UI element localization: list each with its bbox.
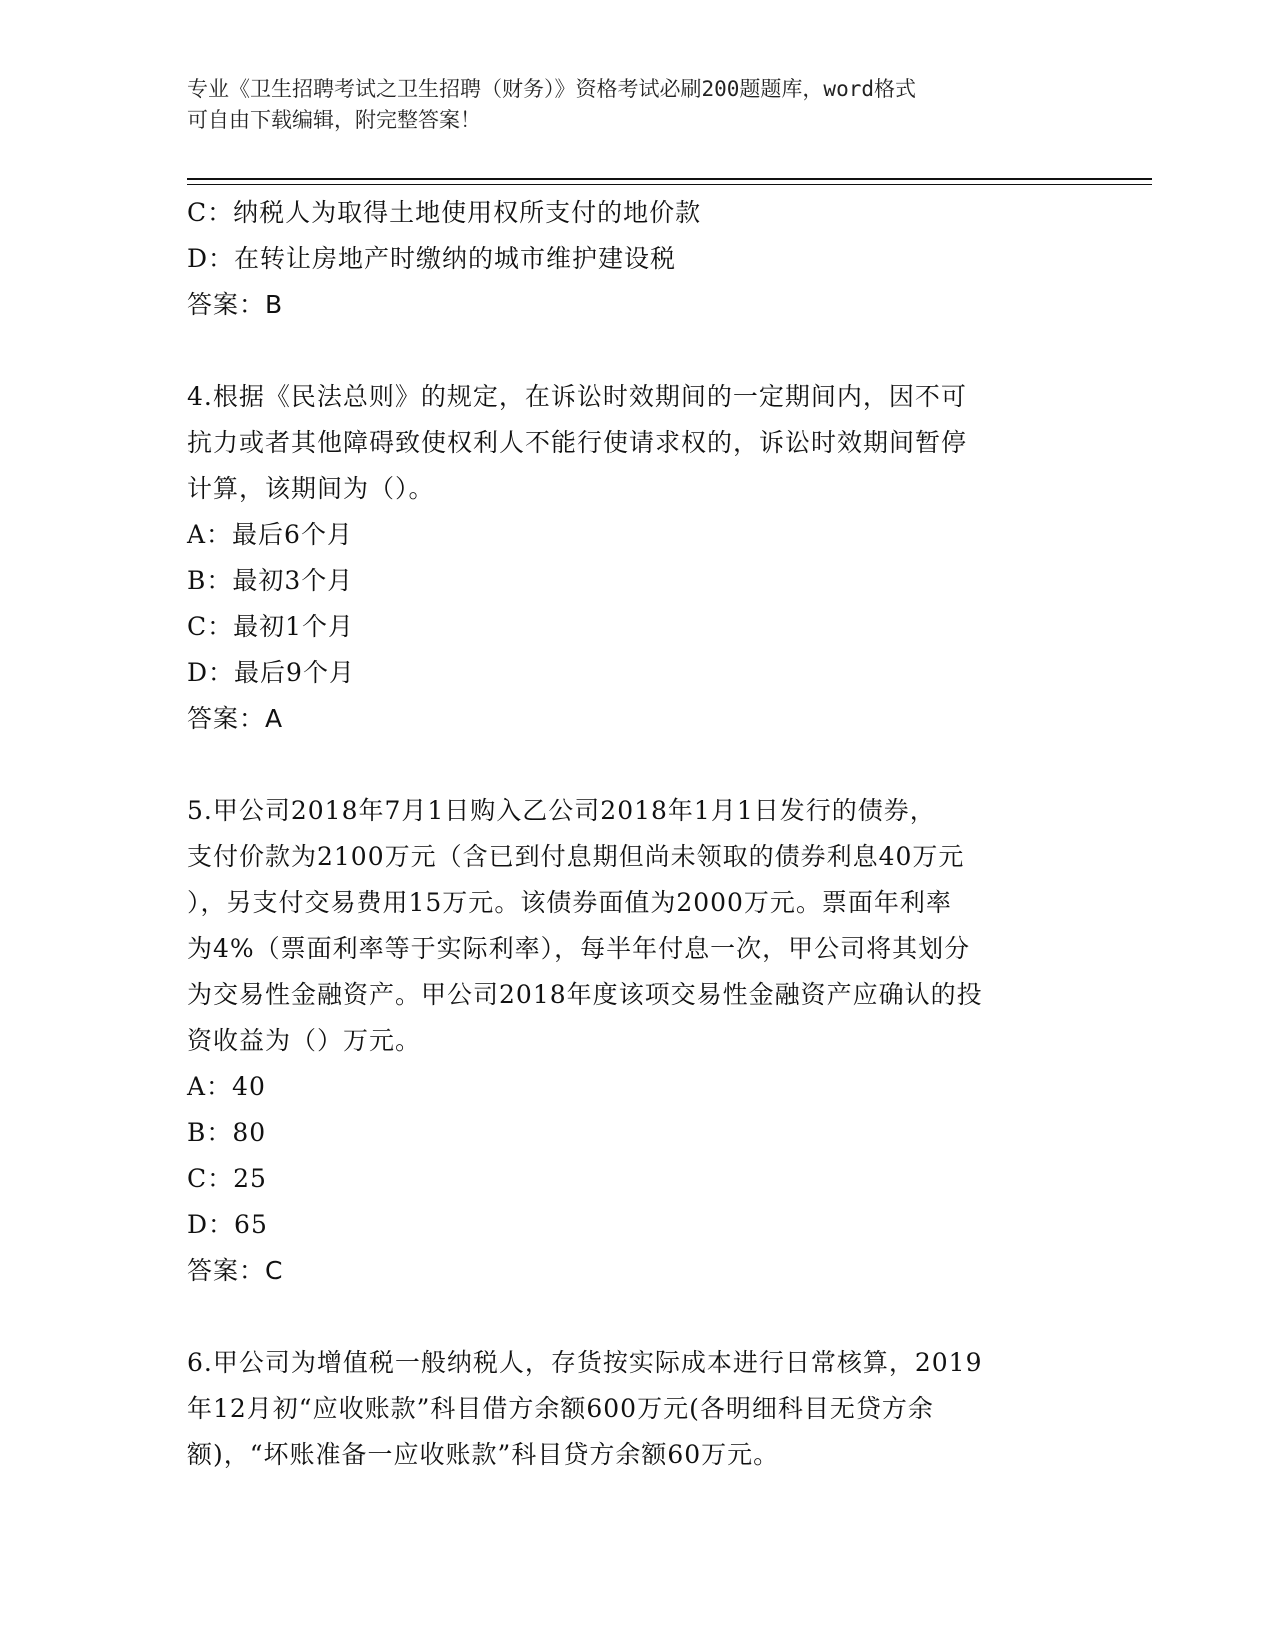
question-line: 6.甲公司为增值税一般纳税人，存货按实际成本进行日常核算，2019 xyxy=(187,1348,983,1377)
header-divider-thin xyxy=(187,184,1152,185)
question-block-3-tail xyxy=(187,190,1087,328)
option-line: D：65 xyxy=(187,1210,268,1239)
question-block-5 xyxy=(187,788,1087,1294)
question-line: 年12月初“应收账款”科目借方余额600万元(各明细科目无贷方余 xyxy=(187,1394,934,1423)
option-line: C：25 xyxy=(187,1164,267,1193)
question-line: 资收益为（）万元。 xyxy=(187,1026,422,1055)
header-line: 可自由下载编辑，附完整答案！ xyxy=(187,108,481,132)
option-line: C：最初1个月 xyxy=(187,612,355,641)
block-spacer xyxy=(187,1294,1087,1340)
question-line: 为交易性金融资产。甲公司2018年度该项交易性金融资产应确认的投 xyxy=(187,980,983,1009)
question-line: 4.根据《民法总则》的规定，在诉讼时效期间的一定期间内，因不可 xyxy=(187,382,967,411)
option-line: B：80 xyxy=(187,1118,267,1147)
answer-line: 答案：C xyxy=(187,1256,284,1285)
option-line: C：纳税人为取得土地使用权所支付的地价款 xyxy=(187,198,702,227)
question-line: 计算，该期间为（）。 xyxy=(187,474,435,503)
option-line: B：最初3个月 xyxy=(187,566,354,595)
question-line: 抗力或者其他障碍致使权利人不能行使请求权的，诉讼时效期间暂停 xyxy=(187,428,968,457)
question-line: 支付价款为2100万元（含已到付息期但尚未领取的债券利息40万元 xyxy=(187,842,965,871)
question-block-6 xyxy=(187,1340,1087,1478)
answer-line: 答案：B xyxy=(187,290,284,319)
question-line: ），另支付交易费用15万元。该债券面值为2000万元。票面年利率 xyxy=(187,888,952,917)
question-line: 额)，“坏账准备一应收账款”科目贷方余额60万元。 xyxy=(187,1440,780,1469)
document-header xyxy=(187,74,1087,136)
block-spacer xyxy=(187,742,1087,788)
block-spacer xyxy=(187,328,1087,374)
option-line: A：40 xyxy=(187,1072,266,1101)
option-line: A：最后6个月 xyxy=(187,520,353,549)
header-line: 专业《卫生招聘考试之卫生招聘（财务）》资格考试必刷200题题库，word格式 xyxy=(187,77,916,101)
question-line: 为4%（票面利率等于实际利率），每半年付息一次，甲公司将其划分 xyxy=(187,934,971,963)
question-block-4 xyxy=(187,374,1087,742)
header-divider-thick xyxy=(187,178,1152,180)
option-line: D：最后9个月 xyxy=(187,658,355,687)
answer-line: 答案：A xyxy=(187,704,284,733)
option-line: D：在转让房地产时缴纳的城市维护建设税 xyxy=(187,244,677,273)
question-line: 5.甲公司2018年7月1日购入乙公司2018年1月1日发行的债券， xyxy=(187,796,936,825)
document-body xyxy=(187,190,1087,1478)
